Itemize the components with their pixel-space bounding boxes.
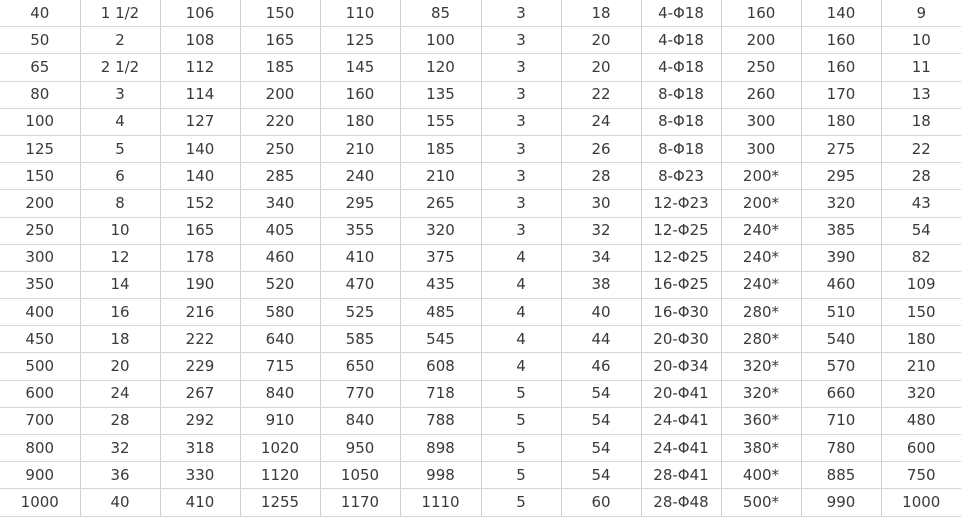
table-cell: 140 — [160, 135, 240, 162]
table-cell: 4 — [481, 353, 561, 380]
table-cell: 200 — [240, 81, 320, 108]
table-cell: 510 — [801, 299, 881, 326]
table-cell: 120 — [400, 54, 481, 81]
table-cell: 600 — [881, 435, 961, 462]
table-cell: 8 — [80, 190, 160, 217]
table-cell: 28 — [881, 163, 961, 190]
table-cell: 700 — [0, 407, 80, 434]
table-cell: 405 — [240, 217, 320, 244]
table-cell: 44 — [561, 326, 641, 353]
table-cell: 3 — [481, 27, 561, 54]
table-cell: 280* — [721, 326, 801, 353]
table-cell: 710 — [801, 407, 881, 434]
table-cell: 24-Φ41 — [641, 407, 721, 434]
table-cell: 24 — [80, 380, 160, 407]
table-row — [0, 163, 961, 190]
table-cell: 520 — [240, 271, 320, 298]
table-cell: 12-Φ25 — [641, 244, 721, 271]
table-row — [0, 135, 961, 162]
table-cell: 26 — [561, 135, 641, 162]
table-cell: 5 — [481, 380, 561, 407]
table-cell: 110 — [320, 0, 400, 27]
table-cell: 460 — [240, 244, 320, 271]
table-cell: 210 — [881, 353, 961, 380]
table-cell: 250 — [240, 135, 320, 162]
table-cell: 400 — [0, 299, 80, 326]
table-cell: 400* — [721, 462, 801, 489]
table-cell: 5 — [80, 135, 160, 162]
table-cell: 390 — [801, 244, 881, 271]
table-cell: 54 — [881, 217, 961, 244]
table-cell: 8-Φ18 — [641, 108, 721, 135]
table-cell: 170 — [801, 81, 881, 108]
table-cell: 9 — [881, 0, 961, 27]
table-cell: 3 — [481, 217, 561, 244]
table-cell: 150 — [240, 0, 320, 27]
table-cell: 200* — [721, 190, 801, 217]
table-cell: 250 — [721, 54, 801, 81]
table-cell: 65 — [0, 54, 80, 81]
table-cell: 38 — [561, 271, 641, 298]
table-row — [0, 489, 961, 516]
table-cell: 108 — [160, 27, 240, 54]
table-cell: 240* — [721, 244, 801, 271]
table-cell: 350 — [0, 271, 80, 298]
table-cell: 5 — [481, 407, 561, 434]
table-cell: 216 — [160, 299, 240, 326]
table-cell: 140 — [160, 163, 240, 190]
table-cell: 410 — [320, 244, 400, 271]
table-cell: 1120 — [240, 462, 320, 489]
table-cell: 410 — [160, 489, 240, 516]
table-cell: 750 — [881, 462, 961, 489]
table-cell: 12-Φ25 — [641, 217, 721, 244]
table-cell: 54 — [561, 462, 641, 489]
table-cell: 222 — [160, 326, 240, 353]
table-cell: 1110 — [400, 489, 481, 516]
table-cell: 60 — [561, 489, 641, 516]
table-cell: 267 — [160, 380, 240, 407]
table-cell: 12-Φ23 — [641, 190, 721, 217]
table-cell: 320* — [721, 380, 801, 407]
table-cell: 3 — [481, 135, 561, 162]
table-cell: 18 — [80, 326, 160, 353]
table-cell: 780 — [801, 435, 881, 462]
table-cell: 4 — [80, 108, 160, 135]
table-cell: 295 — [320, 190, 400, 217]
table-cell: 385 — [801, 217, 881, 244]
table-cell: 380* — [721, 435, 801, 462]
table-cell: 16-Φ25 — [641, 271, 721, 298]
table-cell: 320 — [881, 380, 961, 407]
table-cell: 608 — [400, 353, 481, 380]
table-row — [0, 380, 961, 407]
table-cell: 145 — [320, 54, 400, 81]
table-cell: 20-Φ30 — [641, 326, 721, 353]
table-cell: 22 — [881, 135, 961, 162]
table-row — [0, 271, 961, 298]
table-cell: 3 — [481, 190, 561, 217]
table-cell: 4 — [481, 244, 561, 271]
table-cell: 40 — [80, 489, 160, 516]
table-cell: 160 — [801, 27, 881, 54]
table-cell: 480 — [881, 407, 961, 434]
table-cell: 54 — [561, 435, 641, 462]
table-cell: 18 — [881, 108, 961, 135]
table-row — [0, 108, 961, 135]
table-cell: 898 — [400, 435, 481, 462]
table-cell: 200* — [721, 163, 801, 190]
table-cell: 570 — [801, 353, 881, 380]
table-cell: 3 — [481, 108, 561, 135]
table-cell: 360* — [721, 407, 801, 434]
table-cell: 10 — [80, 217, 160, 244]
table-cell: 28-Φ48 — [641, 489, 721, 516]
table-cell: 160 — [320, 81, 400, 108]
table-cell: 240* — [721, 217, 801, 244]
table-cell: 80 — [0, 81, 80, 108]
table-cell: 24 — [561, 108, 641, 135]
table-cell: 100 — [0, 108, 80, 135]
table-cell: 715 — [240, 353, 320, 380]
table-cell: 300 — [721, 135, 801, 162]
table-cell: 18 — [561, 0, 641, 27]
table-cell: 150 — [0, 163, 80, 190]
table-row — [0, 217, 961, 244]
table-cell: 660 — [801, 380, 881, 407]
table-cell: 14 — [80, 271, 160, 298]
table-cell: 200 — [0, 190, 80, 217]
table-cell: 3 — [481, 54, 561, 81]
table-cell: 28-Φ41 — [641, 462, 721, 489]
table-cell: 43 — [881, 190, 961, 217]
table-cell: 4-Φ18 — [641, 27, 721, 54]
table-cell: 32 — [80, 435, 160, 462]
table-cell: 135 — [400, 81, 481, 108]
table-row — [0, 81, 961, 108]
table-cell: 275 — [801, 135, 881, 162]
table-cell: 20-Φ34 — [641, 353, 721, 380]
table-row — [0, 299, 961, 326]
table-cell: 650 — [320, 353, 400, 380]
table-cell: 2 — [80, 27, 160, 54]
table-cell: 500 — [0, 353, 80, 380]
table-cell: 800 — [0, 435, 80, 462]
table-cell: 4-Φ18 — [641, 0, 721, 27]
table-cell: 240 — [320, 163, 400, 190]
table-cell: 990 — [801, 489, 881, 516]
table-cell: 30 — [561, 190, 641, 217]
table-cell: 8-Φ18 — [641, 81, 721, 108]
table-cell: 114 — [160, 81, 240, 108]
table-row — [0, 27, 961, 54]
table-row — [0, 353, 961, 380]
table-cell: 178 — [160, 244, 240, 271]
table-cell: 265 — [400, 190, 481, 217]
table-cell: 210 — [320, 135, 400, 162]
table-cell: 4 — [481, 326, 561, 353]
table-cell: 36 — [80, 462, 160, 489]
table-cell: 435 — [400, 271, 481, 298]
table-cell: 152 — [160, 190, 240, 217]
table-cell: 185 — [400, 135, 481, 162]
table-cell: 600 — [0, 380, 80, 407]
table-cell: 4-Φ18 — [641, 54, 721, 81]
table-cell: 3 — [481, 0, 561, 27]
table-cell: 375 — [400, 244, 481, 271]
table-cell: 1 1/2 — [80, 0, 160, 27]
table-cell: 82 — [881, 244, 961, 271]
table-cell: 165 — [160, 217, 240, 244]
table-cell: 6 — [80, 163, 160, 190]
table-cell: 840 — [320, 407, 400, 434]
table-cell: 585 — [320, 326, 400, 353]
table-cell: 900 — [0, 462, 80, 489]
table-cell: 1050 — [320, 462, 400, 489]
table-cell: 5 — [481, 489, 561, 516]
table-cell: 24-Φ41 — [641, 435, 721, 462]
table-cell: 540 — [801, 326, 881, 353]
table-cell: 46 — [561, 353, 641, 380]
table-cell: 460 — [801, 271, 881, 298]
table-cell: 450 — [0, 326, 80, 353]
table-row — [0, 0, 961, 27]
table-cell: 240* — [721, 271, 801, 298]
table-cell: 16-Φ30 — [641, 299, 721, 326]
table-row — [0, 435, 961, 462]
table-cell: 910 — [240, 407, 320, 434]
table-cell: 250 — [0, 217, 80, 244]
table-cell: 318 — [160, 435, 240, 462]
table-cell: 20-Φ41 — [641, 380, 721, 407]
table-cell: 950 — [320, 435, 400, 462]
table-cell: 320* — [721, 353, 801, 380]
table-cell: 28 — [80, 407, 160, 434]
table-cell: 718 — [400, 380, 481, 407]
table-cell: 11 — [881, 54, 961, 81]
table-row — [0, 407, 961, 434]
table-cell: 300 — [0, 244, 80, 271]
table-cell: 109 — [881, 271, 961, 298]
table-cell: 127 — [160, 108, 240, 135]
table-cell: 320 — [801, 190, 881, 217]
table-cell: 150 — [881, 299, 961, 326]
table-cell: 4 — [481, 299, 561, 326]
table-cell: 330 — [160, 462, 240, 489]
table-cell: 280* — [721, 299, 801, 326]
table-cell: 3 — [80, 81, 160, 108]
table-cell: 770 — [320, 380, 400, 407]
table-cell: 210 — [400, 163, 481, 190]
table-row — [0, 54, 961, 81]
table-cell: 292 — [160, 407, 240, 434]
table-cell: 1255 — [240, 489, 320, 516]
table-cell: 220 — [240, 108, 320, 135]
table-cell: 5 — [481, 435, 561, 462]
table-cell: 54 — [561, 407, 641, 434]
table-cell: 54 — [561, 380, 641, 407]
table-cell: 106 — [160, 0, 240, 27]
table-cell: 190 — [160, 271, 240, 298]
table-cell: 1000 — [0, 489, 80, 516]
table-cell: 160 — [801, 54, 881, 81]
table-row — [0, 244, 961, 271]
table-cell: 155 — [400, 108, 481, 135]
table-cell: 4 — [481, 271, 561, 298]
table-cell: 470 — [320, 271, 400, 298]
table-cell: 180 — [320, 108, 400, 135]
table-cell: 180 — [801, 108, 881, 135]
table-cell: 34 — [561, 244, 641, 271]
table-cell: 32 — [561, 217, 641, 244]
table-cell: 1170 — [320, 489, 400, 516]
table-cell: 229 — [160, 353, 240, 380]
table-cell: 100 — [400, 27, 481, 54]
table-cell: 545 — [400, 326, 481, 353]
table-cell: 640 — [240, 326, 320, 353]
table-cell: 10 — [881, 27, 961, 54]
table-cell: 2 1/2 — [80, 54, 160, 81]
table-cell: 180 — [881, 326, 961, 353]
table-cell: 20 — [561, 54, 641, 81]
table-cell: 885 — [801, 462, 881, 489]
table-cell: 340 — [240, 190, 320, 217]
table-cell: 85 — [400, 0, 481, 27]
table-cell: 125 — [0, 135, 80, 162]
table-cell: 13 — [881, 81, 961, 108]
table-cell: 300 — [721, 108, 801, 135]
table-cell: 16 — [80, 299, 160, 326]
table-cell: 260 — [721, 81, 801, 108]
table-cell: 20 — [80, 353, 160, 380]
table-cell: 1020 — [240, 435, 320, 462]
table-cell: 12 — [80, 244, 160, 271]
table-row — [0, 190, 961, 217]
table-cell: 40 — [0, 0, 80, 27]
table-cell: 8-Φ23 — [641, 163, 721, 190]
table-cell: 840 — [240, 380, 320, 407]
table-cell: 788 — [400, 407, 481, 434]
table-cell: 500* — [721, 489, 801, 516]
table-cell: 285 — [240, 163, 320, 190]
table-cell: 40 — [561, 299, 641, 326]
table-cell: 525 — [320, 299, 400, 326]
table-cell: 165 — [240, 27, 320, 54]
table-cell: 485 — [400, 299, 481, 326]
table-cell: 580 — [240, 299, 320, 326]
table-cell: 140 — [801, 0, 881, 27]
table-cell: 8-Φ18 — [641, 135, 721, 162]
table-cell: 998 — [400, 462, 481, 489]
table-cell: 1000 — [881, 489, 961, 516]
table-row — [0, 326, 961, 353]
table-cell: 355 — [320, 217, 400, 244]
table-cell: 112 — [160, 54, 240, 81]
table-cell: 22 — [561, 81, 641, 108]
table-row — [0, 462, 961, 489]
table-cell: 20 — [561, 27, 641, 54]
table-cell: 295 — [801, 163, 881, 190]
table-cell: 185 — [240, 54, 320, 81]
table-cell: 320 — [400, 217, 481, 244]
table-cell: 160 — [721, 0, 801, 27]
table-cell: 3 — [481, 81, 561, 108]
table-cell: 5 — [481, 462, 561, 489]
table-cell: 3 — [481, 163, 561, 190]
table-cell: 125 — [320, 27, 400, 54]
table-cell: 200 — [721, 27, 801, 54]
table-cell: 50 — [0, 27, 80, 54]
table-cell: 28 — [561, 163, 641, 190]
